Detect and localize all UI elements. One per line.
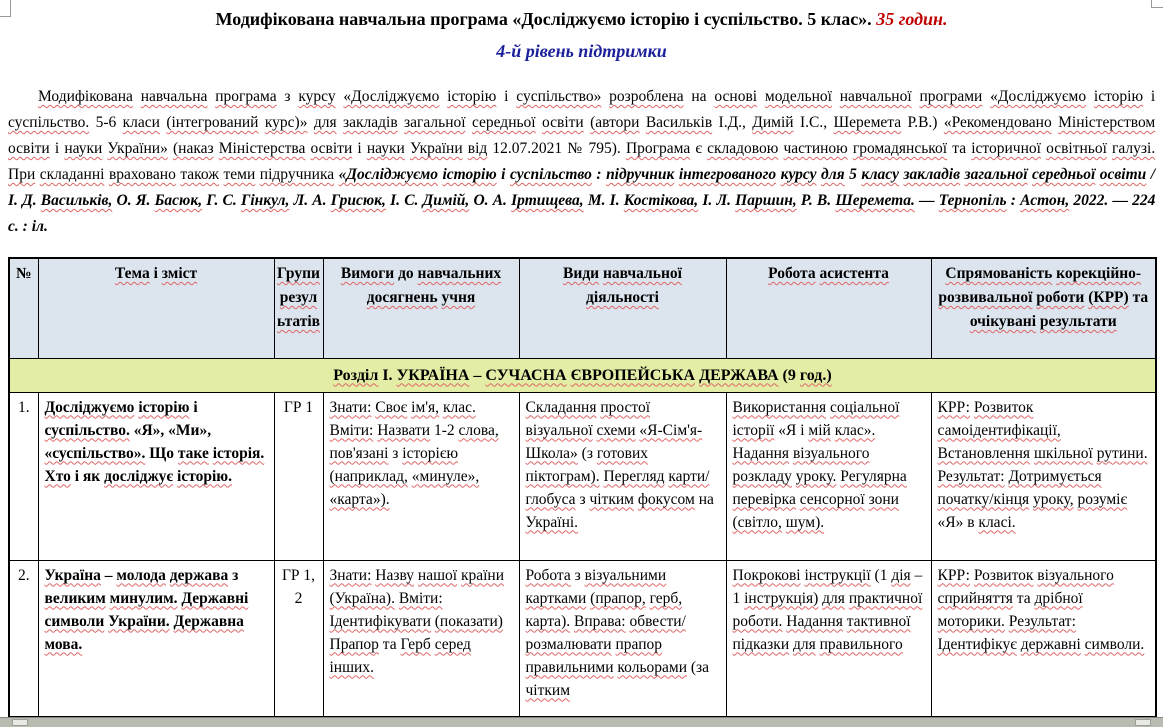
cell-topic: Україна – молода держава з великим минулим. Державні символи України. Державна мова. xyxy=(38,560,274,717)
title-hours-text: 35 годин. xyxy=(876,9,948,29)
cell-krr: КРР: Розвиток візуального сприйняття та дрібної моторики. Результат: Ідентифікує державні символи. xyxy=(931,560,1156,717)
section-title: Розділ І. УКРАЇНА – СУЧАСНА ЄВРОПЕЙСЬКА ДЕРЖАВА (9 год.) xyxy=(9,358,1156,392)
next-page-corner-left xyxy=(12,719,28,726)
intro-citation-text: «Досліджуємо історію і суспільство : підручник інтегрованого курсу для 5 класу закладів загальної середньої освіти / І. Д. Васильків, О. Я. Басюк, Г. С. Гінкул, Л. А. Грисюк, І. С. Димій, О. А. Іртищева, М. І. Костікова, І. Л. Паршин, Р. В. Шеремета. — Тернопіль : Астон, 2022. — 224 с. : іл. xyxy=(8,166,1156,235)
cell-activities: Складання простої візуальної схеми «Я-Сім'я-Школа» (з готових піктограм). Перегляд карти/глобуса з чітким фокусом на Україні. xyxy=(519,392,726,560)
cell-assistant: Покрокові інструкції (1 дія – 1 інструкція) для практичної роботи. Надання тактивної підказки для правильного xyxy=(726,560,931,717)
header-assistant: Робота асистента xyxy=(726,258,931,358)
title-main-text: Модифікована навчальна програма «Досліджуємо історію і суспільство. 5 клас». xyxy=(215,9,872,29)
program-table xyxy=(8,257,1157,718)
header-requirements: Вимоги до навчальних досягнень учня xyxy=(323,258,519,358)
table-header-row xyxy=(9,258,1156,358)
cell-num: 1. xyxy=(9,392,38,560)
table-row xyxy=(9,560,1156,717)
document-title xyxy=(0,4,1163,34)
next-page-corner-right xyxy=(1135,719,1151,726)
header-num: № xyxy=(9,258,38,358)
cell-requirements: Знати: Своє ім'я, клас. Вміти: Назвати 1-2 слова, пов'язані з історією (наприклад, «минуле», «карта»). xyxy=(323,392,519,560)
section-row xyxy=(9,358,1156,392)
cell-topic: Досліджуємо історію і суспільство. «Я», «Ми», «суспільство». Що таке історія. Хто і як досліджує історію. xyxy=(38,392,274,560)
cell-requirements: Знати: Назву нашої країни (Україна). Вміти: Ідентифікувати (показати) Прапор та Герб серед інших. xyxy=(323,560,519,717)
document-subtitle: 4-й рівень підтримки xyxy=(496,41,667,61)
cell-assistant: Використання соціальної історії «Я і мій клас». Надання візуального розкладу уроку. Регулярна перевірка сенсорної зони (світло, шум). xyxy=(726,392,931,560)
header-activities: Види навчальної діяльності xyxy=(519,258,726,358)
table-row xyxy=(9,392,1156,560)
header-topic: Тема і зміст xyxy=(38,258,274,358)
intro-paragraph xyxy=(8,84,1155,240)
intro-regular-text: Модифікована навчальна програма з курсу «Досліджуємо історію і суспільство» розроблена на основі модельної навчальної програми «Досліджуємо історію і суспільство. 5-6 класи (інтегрований курс)» для закладів загальної середньої освіти (автори Васильків І.Д., Димій І.С., Шеремета Р.В.) «Рекомендовано Міністерством освіти і науки України» (наказ Міністерства освіти і науки України від 12.07.2021 № 795). Програма є складовою частиною громадянської та історичної освітньої галузі. При складанні враховано також теми підручника xyxy=(8,88,1156,183)
header-groups: Групи результатів xyxy=(274,258,323,358)
cell-num: 2. xyxy=(9,560,38,717)
cell-groups: ГР 1 xyxy=(274,392,323,560)
cell-groups: ГР 1, 2 xyxy=(274,560,323,717)
table-body xyxy=(9,358,1156,717)
page-break-band xyxy=(0,717,1163,727)
cell-activities: Робота з візуальними картками (прапор, герб, карта). Вправа: обвести/розмалювати прапор правильними кольорами (за чітким xyxy=(519,560,726,717)
header-krr: Спрямованість корекційно-розвивальної роботи (КРР) та очікувані результати xyxy=(931,258,1156,358)
cell-krr: КРР: Розвиток самоідентифікації, Встановлення шкільної рутини. Результат: Дотримується початку/кінця уроку, розуміє «Я» в класі. xyxy=(931,392,1156,560)
table-header xyxy=(9,258,1156,358)
